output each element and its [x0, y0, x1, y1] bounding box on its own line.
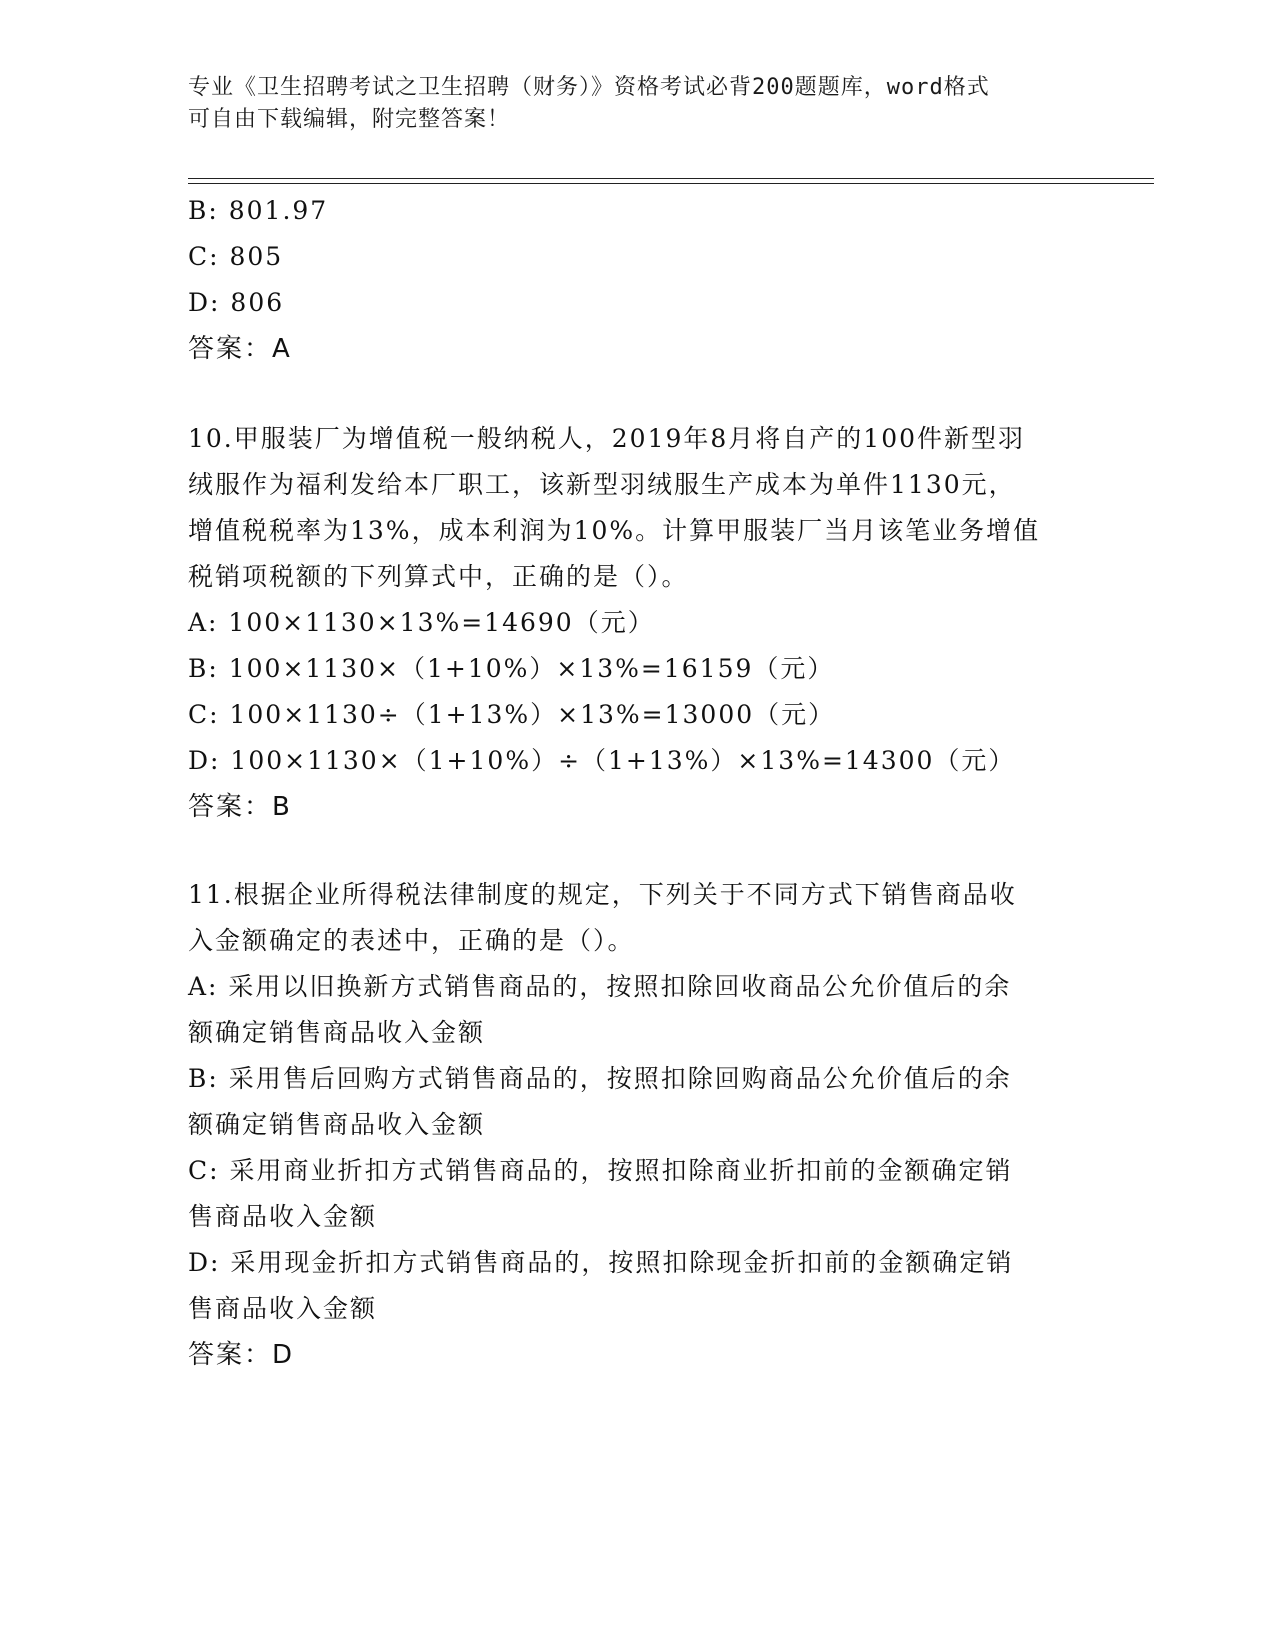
header-divider-bottom — [188, 183, 1154, 184]
question-stem-line: 增值税税率为13%，成本利润为10%。计算甲服装厂当月该笔业务增值 — [188, 516, 1041, 545]
page-header — [188, 72, 1088, 136]
option-b: B: 801.97 — [188, 196, 329, 225]
question-stem-line: 入金额确定的表述中，正确的是（）。 — [188, 926, 635, 955]
question-stem-line: 税销项税额的下列算式中，正确的是（）。 — [188, 562, 689, 591]
option-c: C: 805 — [188, 242, 284, 271]
option-a-line: 额确定销售商品收入金额 — [188, 1018, 486, 1047]
option-b-line: B: 采用售后回购方式销售商品的，按照扣除回购商品公允价值后的余 — [188, 1064, 1012, 1093]
option-d-line: D: 采用现金折扣方式销售商品的，按照扣除现金折扣前的金额确定销 — [188, 1248, 1014, 1277]
question-stem-line: 绒服作为福利发给本厂职工，该新型羽绒服生产成本为单件1130元， — [188, 470, 1016, 499]
question-9-tail — [188, 188, 1088, 372]
option-c-line: C: 采用商业折扣方式销售商品的，按照扣除商业折扣前的金额确定销 — [188, 1156, 1013, 1185]
option-c-line: 售商品收入金额 — [188, 1202, 378, 1231]
question-11 — [188, 872, 1088, 1378]
header-divider-top — [188, 178, 1154, 179]
option-b-line: 额确定销售商品收入金额 — [188, 1110, 486, 1139]
answer-label: 答案：B — [188, 792, 292, 822]
answer-label: 答案：A — [188, 334, 292, 364]
header-line-1: 专业《卫生招聘考试之卫生招聘（财务）》资格考试必背200题题库，word格式 — [188, 75, 990, 100]
header-line-2: 可自由下载编辑，附完整答案！ — [188, 107, 511, 132]
answer-label: 答案：D — [188, 1340, 295, 1370]
question-stem-line: 10.甲服装厂为增值税一般纳税人，2019年8月将自产的100件新型羽 — [188, 424, 1026, 453]
question-stem-line: 11.根据企业所得税法律制度的规定，下列关于不同方式下销售商品收 — [188, 880, 1017, 909]
option-a: A: 100×1130×13%=14690（元） — [188, 608, 655, 637]
option-d: D: 100×1130×（1+10%）÷（1+13%）×13%=14300（元） — [188, 746, 1016, 775]
option-a-line: A: 采用以旧换新方式销售商品的，按照扣除回收商品公允价值后的余 — [188, 972, 1012, 1001]
option-d-line: 售商品收入金额 — [188, 1294, 378, 1323]
option-d: D: 806 — [188, 288, 285, 317]
option-b: B: 100×1130×（1+10%）×13%=16159（元） — [188, 654, 835, 683]
question-10 — [188, 416, 1088, 830]
question-content — [188, 188, 1088, 1378]
option-c: C: 100×1130÷（1+13%）×13%=13000（元） — [188, 700, 836, 729]
